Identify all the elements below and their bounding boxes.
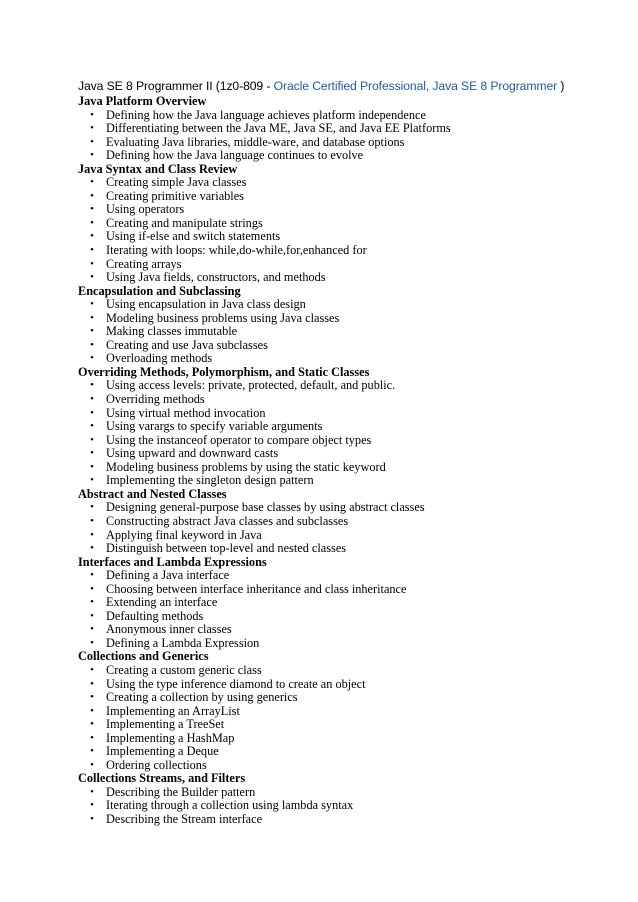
list-item [78,745,618,759]
list-item [78,474,618,488]
bullet-icon: • [90,623,94,636]
bullet-icon: • [90,379,94,392]
bullet-icon: • [90,108,94,121]
list-item-text: Iterating through a collection using lambda syntax [106,798,354,813]
list-item-text: Implementing a TreeSet [106,717,225,732]
bullet-icon: • [90,528,94,541]
list-item-text: Using virtual method invocation [106,405,266,420]
list-item-text: Choosing between interface inheritance and class inheritance [106,581,407,596]
bullet-icon: • [90,799,94,812]
list-item-text: Modeling business problems using Java classes [106,310,340,325]
bullet-icon: • [90,352,94,365]
bullet-icon: • [90,812,94,825]
bullet-icon: • [90,460,94,473]
bullet-icon: • [90,677,94,690]
bullet-icon: • [90,176,94,189]
document-title [78,78,618,95]
list-item-text: Modeling business problems by using the static keyword [106,459,386,474]
list-item [78,718,618,732]
topic-list [78,664,618,772]
section [78,95,618,163]
list-item-text: Creating simple Java classes [106,175,247,190]
list-item [78,149,618,163]
list-item [78,461,618,475]
list-item-text: Extending an interface [106,595,218,610]
list-item [78,542,618,556]
list-item [78,298,618,312]
list-item-text: Describing the Builder pattern [106,784,256,799]
list-item [78,596,618,610]
list-item [78,420,618,434]
list-item [78,109,618,123]
bullet-icon: • [90,244,94,257]
list-item-text: Distinguish between top-level and nested classes [106,541,347,556]
list-item [78,529,618,543]
list-item-text: Applying final keyword in Java [106,527,262,542]
section-heading: Java Syntax and Class Review [78,161,238,176]
topic-list [78,501,618,555]
bullet-icon: • [90,636,94,649]
bullet-icon: • [90,718,94,731]
bullet-icon: • [90,433,94,446]
bullet-icon: • [90,311,94,324]
list-item-text: Creating and manipulate strings [106,215,263,230]
bullet-icon: • [90,406,94,419]
bullet-icon: • [90,609,94,622]
list-item [78,258,618,272]
section [78,488,618,556]
list-item-text: Defining how the Java language achieves platform independence [106,107,426,122]
list-item-text: Implementing the singleton design pattern [106,473,314,488]
list-item [78,623,618,637]
list-item [78,799,618,813]
list-item-text: Describing the Stream interface [106,811,263,826]
list-item [78,732,618,746]
list-item-text: Evaluating Java libraries, middle-ware, and database options [106,134,405,149]
list-item [78,434,618,448]
list-item-text: Using encapsulation in Java class design [106,297,306,312]
list-item-text: Using Java fields, constructors, and methods [106,270,326,285]
list-item [78,244,618,258]
bullet-icon: • [90,447,94,460]
bullet-icon: • [90,149,94,162]
bullet-icon: • [90,393,94,406]
bullet-icon: • [90,758,94,771]
bullet-icon: • [90,298,94,311]
list-item-text: Defining a Lambda Expression [106,635,260,650]
bullet-icon: • [90,257,94,270]
list-item-text: Implementing an ArrayList [106,703,240,718]
bullet-icon: • [90,704,94,717]
topic-sections [78,95,618,827]
bullet-icon: • [90,122,94,135]
list-item [78,678,618,692]
bullet-icon: • [90,325,94,338]
topic-list [78,786,618,827]
list-item-text: Defaulting methods [106,608,204,623]
section [78,772,618,826]
section-heading: Collections and Generics [78,649,209,664]
list-item [78,705,618,719]
bullet-icon: • [90,501,94,514]
bullet-icon: • [90,420,94,433]
bullet-icon: • [90,785,94,798]
list-item [78,610,618,624]
title-highlight: Oracle Certified Professional, Java SE 8 Programmer [273,79,558,93]
topic-list [78,176,618,284]
list-item [78,217,618,231]
bullet-icon: • [90,514,94,527]
list-item-text: Using upward and downward casts [106,446,279,461]
bullet-icon: • [90,691,94,704]
list-item-text: Overloading methods [106,351,213,366]
section-heading: Java Platform Overview [78,94,207,108]
bullet-icon: • [90,745,94,758]
list-item [78,759,618,773]
bullet-icon: • [90,189,94,202]
list-item [78,136,618,150]
list-item [78,691,618,705]
list-item-text: Designing general-purpose base classes by using abstract classes [106,500,425,515]
list-item-text: Overriding methods [106,392,205,407]
list-item [78,271,618,285]
bullet-icon: • [90,474,94,487]
list-item [78,393,618,407]
list-item [78,407,618,421]
bullet-icon: • [90,542,94,555]
topic-list [78,109,618,163]
list-item-text: Creating a custom generic class [106,662,262,677]
list-item [78,447,618,461]
list-item [78,379,618,393]
section-heading: Encapsulation and Subclassing [78,283,241,298]
list-item [78,813,618,827]
title-prefix: Java SE 8 Programmer II (1z0-809 - [78,79,274,93]
bullet-icon: • [90,338,94,351]
list-item [78,569,618,583]
list-item [78,515,618,529]
topic-list [78,569,618,650]
list-item-text: Anonymous inner classes [106,622,232,637]
section-heading: Collections Streams, and Filters [78,771,246,786]
list-item-text: Ordering collections [106,757,207,772]
section-heading: Abstract and Nested Classes [78,486,227,501]
list-item [78,786,618,800]
list-item-text: Defining how the Java language continues to evolve [106,148,364,163]
section [78,163,618,285]
list-item [78,352,618,366]
title-suffix: ) [557,79,565,93]
bullet-icon: • [90,596,94,609]
list-item-text: Using varargs to specify variable arguments [106,419,323,434]
list-item-text: Differentiating between the Java ME, Java SE, and Java EE Platforms [106,121,451,136]
topic-list [78,298,618,366]
list-item [78,501,618,515]
section [78,556,618,651]
bullet-icon: • [90,203,94,216]
list-item-text: Making classes immutable [106,324,238,339]
list-item [78,190,618,204]
list-item [78,339,618,353]
list-item-text: Iterating with loops: while,do-while,for,enhanced for [106,243,367,258]
list-item [78,122,618,136]
list-item-text: Using operators [106,202,185,217]
list-item-text: Defining a Java interface [106,568,230,583]
list-item [78,230,618,244]
list-item-text: Creating a collection by using generics [106,690,298,705]
section-heading: Interfaces and Lambda Expressions [78,554,267,569]
bullet-icon: • [90,135,94,148]
list-item-text: Creating arrays [106,256,182,271]
list-item [78,176,618,190]
bullet-icon: • [90,663,94,676]
list-item [78,664,618,678]
list-item [78,583,618,597]
bullet-icon: • [90,271,94,284]
bullet-icon: • [90,216,94,229]
list-item [78,312,618,326]
list-item [78,203,618,217]
bullet-icon: • [90,230,94,243]
list-item-text: Constructing abstract Java classes and subclasses [106,513,349,528]
list-item [78,325,618,339]
list-item-text: Creating primitive variables [106,188,244,203]
document-page [78,78,618,827]
section [78,285,618,366]
section [78,366,618,488]
list-item-text: Using access levels: private, protected, default, and public. [106,378,396,393]
list-item-text: Implementing a Deque [106,744,219,759]
bullet-icon: • [90,569,94,582]
bullet-icon: • [90,731,94,744]
topic-list [78,379,618,487]
section [78,650,618,772]
list-item [78,637,618,651]
list-item-text: Implementing a HashMap [106,730,235,745]
list-item-text: Creating and use Java subclasses [106,337,268,352]
list-item-text: Using the type inference diamond to create an object [106,676,366,691]
list-item-text: Using the instanceof operator to compare object types [106,432,372,447]
bullet-icon: • [90,582,94,595]
section-heading: Overriding Methods, Polymorphism, and Static Classes [78,364,370,379]
list-item-text: Using if-else and switch statements [106,229,281,244]
